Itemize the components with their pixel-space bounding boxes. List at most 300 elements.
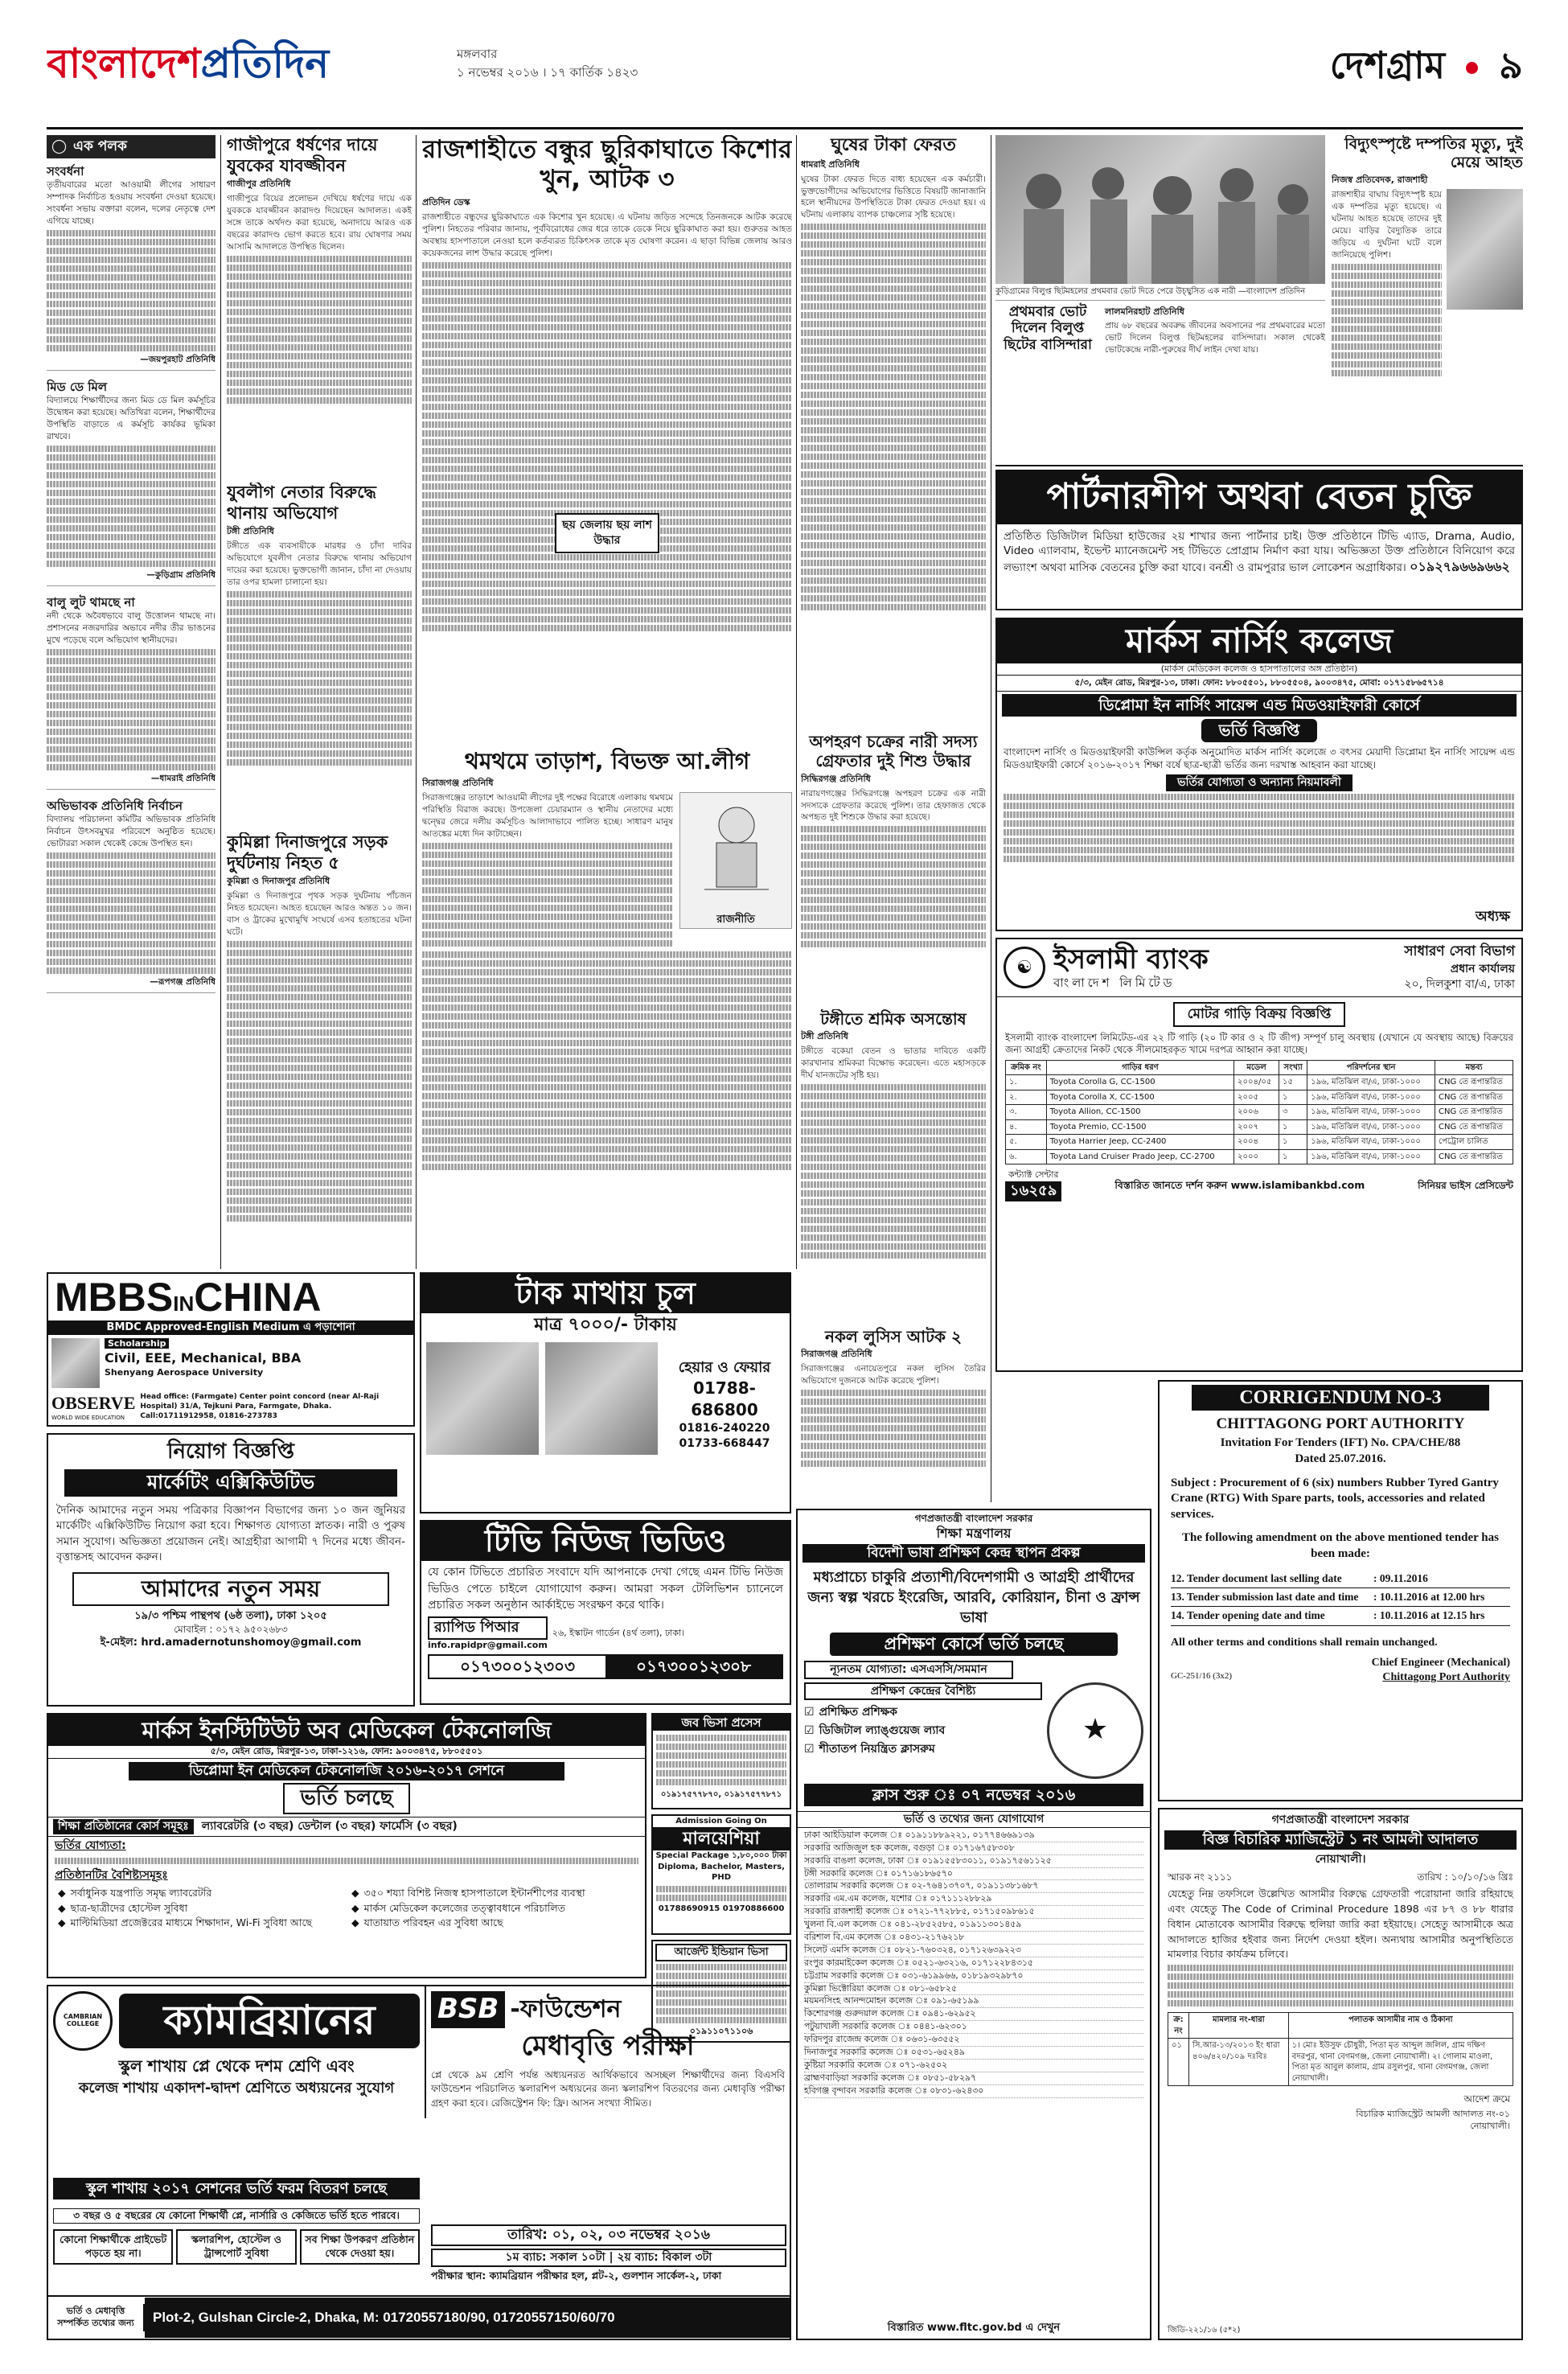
courses-label: শিক্ষা প্রতিষ্ঠানের কোর্স সমূহঃ: [53, 1819, 194, 1834]
text-lines: [227, 941, 412, 1222]
course-banner: ডিপ্লোমা ইন নার্সিং সায়েন্স এন্ড মিডওয়াইফারী কোর্সে: [1002, 694, 1517, 717]
contact-item: খুলনা বি.এল কলেজ ঃ ০৪১-২৮৫২৫৮৫, ০১৯১১৩০১৪৫৯: [804, 1919, 1143, 1932]
memo-date: তারিখ : ১০/১০/১৬ খ্রিঃ: [1417, 1871, 1513, 1883]
mbbs-course: Civil, EEE, Mechanical, BBA: [105, 1350, 302, 1366]
class-start: ক্লাস শুরু ঃ ০৭ নভেম্বর ২০১৬: [804, 1784, 1143, 1807]
text-lines: [801, 826, 986, 947]
contact-item: তোলারাম সরকারি কলেজ ঃ ০২-৭৬৪১৩৭০৭, ০১৯১১৩৮১৬৮৭: [804, 1880, 1143, 1893]
mbbs-footer: [48, 1391, 413, 1423]
table-cell: ৪.: [1006, 1119, 1047, 1135]
contact-item: ঢাকা আইডিয়াল কলেজ ঃ ০১৯১১৮৮৯২২১, ০১৭৭৪৬৬৯১৩৯: [804, 1830, 1143, 1842]
bsb-venue: পরীক্ষার স্থান: ক্যামব্রিয়ান পরীক্ষার হল, প্লট-২, গুলশান সার্কেল-২, ঢাকা: [431, 2269, 722, 2282]
article-title: প্রথমবার ভোট দিলেন বিলুপ্ত ছিটের বাসিন্দারা: [1004, 303, 1092, 353]
table-cell: ০১: [1168, 2039, 1189, 2086]
memo: স্মারক নং ২১১১: [1168, 1871, 1233, 1883]
photo-caption: কুড়িগ্রামের বিলুপ্ত ছিটমহলের প্রথমবার ভোট দিতে পেরে উচ্ছ্বসিত এক নারী —বাংলাদেশ প্রতিদিন: [995, 284, 1325, 301]
masthead: [47, 32, 1523, 129]
paper-logo: আমাদের নতুন সময়: [72, 1572, 389, 1606]
court-table-wrap: [1160, 2009, 1521, 2089]
programs: Diploma, Bachelor, Masters, PHD: [658, 1862, 785, 1883]
gov: গণপ্রজাতন্ত্রী বাংলাদেশ সরকার: [1271, 1813, 1410, 1826]
victim-photo: [1447, 189, 1523, 310]
red-dot-icon: [1466, 62, 1478, 74]
going: Admission Going On: [675, 1817, 767, 1826]
bsb-date: তারিখ: ০১, ০২, ০৩ নভেম্বর ২০১৬: [431, 2224, 786, 2246]
phone[interactable]: 01816-240220: [679, 1422, 770, 1435]
article-body: কুমিল্লা ও দিনাজপুরে পৃথক সড়ক দুর্ঘটনায় পাঁচজন নিহত হয়েছেন। আহত হয়েছেন আরও অন্তত ১০ জন। বাস ও ট্রাকের মুখোমুখি সংঘর্ষে এসব হতাহতের ঘটনা ঘটে।: [227, 891, 412, 937]
feature-item: [804, 1722, 1042, 1740]
item-body: বিদ্যালয়ে শিক্ষার্থীদের জন্য মিড ডে মিল কর্মসূচির উদ্বোধন করা হয়েছে। অতিথিরা বলেন, শিক্ষার্থীদের উপস্থিতি বাড়াতে এ কর্মসূচি কার্যকর ভূমিকা রাখবে।: [47, 396, 215, 442]
crowd-photo-icon: [995, 135, 1325, 284]
article-body: সিরাজগঞ্জের তাড়াশে আওয়ামী লীগের দুই পক্ষের বিরোধে এলাকায় থমথমে পরিস্থিতি বিরাজ করছে। উপজেলা চেয়ারম্যান ও স্থানীয় নেতাদের মধ্যে দ্বন্দ্বের জেরে দলীয় কর্মসূচিও আলাদাভাবে পালিত হচ্ছে। সাধারণ মানুষ আতঙ্কের মধ্যে দিন কাটাচ্ছেন।: [422, 793, 673, 839]
article-tarash: [422, 748, 792, 1267]
table-cell: ১। মোঃ ইউসুফ চৌধুরী, পিতা মৃত আব্দুল জলিল, গ্রাম দক্ষিণ বদরপুর, থানা বেগমগঞ্জ, জেলা নোয়াখালী। ২। গোলাম মাওলা, পিতা মৃত আবুল কালাম, গ্রাম রসুলপুর, থানা বেগমগঞ্জ, জেলা নোয়াখালী।: [1288, 2039, 1513, 2086]
corr-row: [1171, 1607, 1510, 1625]
column-divider: [796, 135, 797, 1269]
inset-box: ছয় জেলায় ছয় লাশ উদ্ধার: [555, 513, 659, 553]
scholarship-badge: Scholarship: [105, 1338, 169, 1349]
eligibility-head: ভর্তির যোগ্যতা ও অন্যান্য নিয়মাবলী: [1166, 774, 1353, 791]
corr-amend: The following amendment on the above mentioned tender has been made:: [1182, 1531, 1499, 1560]
place: নোয়াখালী।: [1315, 1853, 1366, 1867]
tarash-body-row: [422, 792, 792, 949]
masthead-logo: বাংলাদেশপ্রতিদিন: [47, 40, 330, 87]
courses-row: [48, 1817, 645, 1837]
ad-address: ৫/৩, মেইন রোড, মিরপুর-১৩, ঢাকা। ফোন: ৮৮০৫৫০১, ৮৮০৫৫০৪, ৯০০৩৪৭৫, মোবা: ০১৭১৫৮৬৫৭১৪: [997, 676, 1521, 691]
tak-photos: [421, 1337, 790, 1460]
ad-body: দৈনিক আমাদের নতুন সময় পত্রিকার বিজ্ঞাপন বিভাগের জন্য ১০ জন জুনিয়র মার্কেটিং এক্সিকিউটিভ নিয়োগ করা হবে। শিক্ষাগত যোগ্যতা স্নাতক। নারী ও পুরুষ সমান সুযোগ। অভিজ্ঞতা প্রয়োজন নেই। আগ্রহীরা আগামী ৭ দিনের মধ্যে জীবন-বৃত্তান্তসহ আবেদন করুন।: [56, 1503, 405, 1564]
table-cell: ১৯৬, মতিঝিল বা/এ, ঢাকা-১০০০: [1307, 1119, 1435, 1135]
item-body: তৃতীয়বারের মতো আওয়ামী লীগের সাধারণ সম্পাদক নির্বাচিত হওয়ায় সংবর্ধনা দেওয়া হয়েছে। সংবর্ধনা সভায় বক্তারা বলেন, দলের নেতৃত্বে দেশ এগিয়ে যাচ্ছে।: [47, 180, 215, 226]
cambrian-title: ক্যামব্রিয়ানের: [119, 1994, 420, 2048]
bullet-icon: ◆: [351, 1916, 359, 1929]
corr-row: [1171, 1588, 1510, 1607]
contact-item: কিশোরগঞ্জ গুরুদয়াল কলেজ ঃ ০৯৪১-৬২৯৫২: [804, 2008, 1143, 2021]
feature-label: প্রশিক্ষিত প্রশিক্ষক: [819, 1706, 897, 1719]
article-body: রাজশাহীর বাঘায় বিদ্যুৎস্পৃষ্ট হয়ে এক দম্পতির মৃত্যু হয়েছে। এ ঘটনায় আহত হয়েছে তাদের দুই মেয়ে। বাড়ির বৈদ্যুতিক তারে জড়িয়ে এ দুর্ঘটনা ঘটে বলে জানিয়েছে পুলিশ।: [1332, 190, 1442, 260]
ad-tv: [420, 1520, 791, 1705]
notice-title: মোটর গাড়ি বিক্রয় বিজ্ঞপ্তি: [1173, 1002, 1346, 1027]
article-title: যুবলীগ নেতার বিরুদ্ধে থানায় অভিযোগ: [227, 483, 376, 523]
box1: কোনো শিক্ষার্থীকে প্রাইভেট পড়তে হয় না।: [53, 2229, 173, 2265]
phone[interactable]: ০১৭৩০০১২৩০৩: [460, 1657, 575, 1677]
article-lucis: [801, 1327, 986, 1504]
table-header: ক্র: নং: [1168, 2013, 1189, 2039]
phone[interactable]: 01788-686800: [691, 1378, 758, 1420]
contact-center: কন্ট্যাক্ট সেন্টার ১৬২৫৯: [1005, 1169, 1061, 1201]
phone[interactable]: ০১৯১৭৫৭৭৮৭০, ০১৯১৭৫৭৭৮৭১: [660, 1790, 782, 1800]
article-gazipur: [227, 135, 412, 481]
table-cell: ১৯৬, মতিঝিল বা/এ, ঢাকা-১০০০: [1307, 1135, 1435, 1150]
bsb-head: [431, 1991, 785, 2028]
article-body: গাজীপুরে বিয়ের প্রলোভন দেখিয়ে ধর্ষণের দায়ে এক যুবককে যাবজ্জীবন কারাদণ্ড দিয়েছেন আদালত। একই সঙ্গে তাকে অর্থদণ্ড করা হয়েছে, অনাদায়ে আরও এক বছরের কারাদণ্ড ভোগ করতে হবে। রায় ঘোষণার সময় আসামি আদালতে উপস্থিত ছিলেন।: [227, 194, 412, 252]
ek-polok-items: [47, 158, 215, 993]
ad-body: যে কোন টিভিতে প্রচারিত সংবাদে যদি আপনাকে দেখা গেছে এমন টিভি নিউজ ভিডিও পেতে চাইলে যোগাযোগ করুন। আমরা সকল টেলিভিশন চ্যানেলে প্রচারিত সকল অনুষ্ঠান আর্কাইভে সংরক্ষণ করে থাকি।: [428, 1566, 783, 1612]
section-tag: [1330, 40, 1523, 90]
text-lines: [47, 230, 215, 351]
ek-polok-header: ◯ এক পলক: [47, 135, 215, 158]
observe-logo: OBSERVE WORLD WIDE EDUCATION: [51, 1392, 136, 1422]
feature-list: [804, 1703, 1042, 1759]
table-row: [1006, 1105, 1513, 1120]
ad-visa: [651, 1713, 791, 1809]
headline: মধ্যপ্রাচ্যে চাকুরি প্রত্যাশী/বিদেশগামী ও আগ্রহী প্রার্থীদের জন্য স্বল্প খরচে ইংরেজি, আরবি, কোরিয়ান, চীনা ও ফ্রান্স ভাষা: [807, 1568, 1140, 1627]
article-ohoron: [801, 732, 986, 1005]
corr-subject: Subject : Procurement of 6 (six) numbers Rubber Tyred Gantry Crane (RTG) With Spare parts, tools, accessories and related services.: [1171, 1476, 1499, 1521]
bank-footer: [997, 1164, 1521, 1205]
table-cell: ২০০৬: [1234, 1105, 1279, 1120]
text-lines: [801, 1084, 986, 1259]
ad-corrigendum: [1158, 1380, 1523, 1801]
corr-label: 12. Tender document last selling date: [1171, 1572, 1342, 1585]
corr-sign2: Chittagong Port Authority: [1382, 1671, 1510, 1684]
corr-footer: [1160, 1670, 1521, 1686]
gov: গণপ্রজাতন্ত্রী বাংলাদেশ সরকার: [914, 1513, 1033, 1524]
feature-label: ডিজিটাল ল্যাঙ্গুয়েজ ল্যাব: [819, 1724, 946, 1738]
article-title: টঙ্গীতে শ্রমিক অসন্তোষ: [820, 1009, 967, 1029]
corr-value: : 10.11.2016 at 12.00 hrs: [1373, 1591, 1485, 1604]
byline: ধামরাই প্রতিনিধি: [801, 158, 860, 170]
package: Special Package ১,৮০,০০০ টাকা: [655, 1851, 787, 1861]
ad-subtitle: (মার্কস মেডিকেল কলেজ ও হাসপাতালের অঙ্গ প্রতিষ্ঠান): [997, 663, 1521, 676]
item-body: বিদ্যালয় পরিচালনা কমিটির অভিভাবক প্রতিনিধি নির্বাচন উৎসবমুখর পরিবেশে অনুষ্ঠিত হয়েছে। ভোটাররা সকাল থেকেই কেন্দ্রে উপস্থিত হন।: [47, 815, 215, 849]
features-head: প্রতিষ্ঠানটির বৈশিষ্ট্যসমূহঃ: [55, 1868, 168, 1882]
feature-item: [58, 1916, 342, 1930]
bank-name-bn: ইসলামী ব্যাংক: [1053, 943, 1209, 975]
photo-story: [995, 135, 1325, 461]
table-header: পলাতক আসামীর নাম ও ঠিকানা: [1288, 2013, 1513, 2039]
table-cell: Toyota Corolla G, CC-1500: [1046, 1075, 1233, 1090]
contact-item: কুমিল্লা ভিক্টোরিয়া কলেজ ঃ ০৮১-৬৫৮২৫: [804, 1983, 1143, 1996]
feature-item: [804, 1740, 1042, 1759]
shiksha-feature-row: [798, 1682, 1150, 1779]
contact-item: ময়মনসিংহ আনন্দমোহন কলেজ ঃ ০৯১-৬৫১৯৯: [804, 1995, 1143, 2008]
table-header: পরিদর্শনের স্থান: [1307, 1060, 1435, 1075]
line1: স্কুল শাখায় প্লে থেকে দশম শ্রেণি এবং: [118, 2056, 355, 2076]
text-lines: [422, 262, 792, 631]
ad-cambrian: [47, 1985, 791, 2340]
article-body: রাজশাহীতে বন্ধুদের ছুরিকাঘাতে এক কিশোর খুন হয়েছে। এ ঘটনায় জড়িত সন্দেহে তিনজনকে আটক করেছে পুলিশ। নিহতের পরিবার জানায়, পূর্ববিরোধের জের ধরে তাকে ডেকে নিয়ে ছুরিকাঘাত করা হয়। গুরুতর আহত অবস্থায় হাসপাতালে নেওয়া হলে কর্তব্যরত চিকিৎসক তাকে মৃত ঘোষণা করেন। এ ছাড়া বিভিন্ন জেলায় আরও কয়েকজনের লাশ উদ্ধার করেছে পুলিশ।: [422, 212, 792, 258]
notice-body: ইসলামী ব্যাংক বাংলাদেশ লিমিটেড-এর ২২ টি গাড়ি (২০ টি কার ও ২ টি জীপ) সম্পূর্ণ চালু অবস্থায় (যেখানে যে অবস্থায় আছে) বিক্রয়ের জন্য আগ্রহী ক্রেতাদের নিকট থেকে সীলমোহরকৃত খামে দরপত্র আহ্বান করা যাচ্ছে।: [1005, 1031, 1513, 1056]
text-lines: [653, 1886, 790, 1901]
contact-item: সিলেট এমসি কলেজ ঃ ০৮২১-৭৬০৩২৪, ০১৭১২৬৩৯২২৩: [804, 1945, 1143, 1957]
item-title: সংবর্ধনা: [47, 163, 84, 179]
article-juboleague: [227, 483, 412, 828]
feature-list: [48, 1885, 645, 1932]
table-cell: CNG তে রূপান্তরিত: [1435, 1149, 1513, 1164]
table-cell: CNG তে রূপান্তরিত: [1435, 1090, 1513, 1105]
car-table-body: [1006, 1075, 1513, 1164]
contact-item: বরিশাল বি.এম কলেজ ঃ ০৪৩১-২১৭৬২১৮: [804, 1932, 1143, 1945]
table-cell: পেট্রোল চালিত: [1435, 1135, 1513, 1150]
mbbs-row: [48, 1335, 413, 1391]
contact-item: ব্রাহ্মণবাড়িয়া সরকারি কলেজ ঃ ০৮৫১-৫৮২৯৭: [804, 2072, 1143, 2085]
masthead-date: [457, 45, 638, 81]
table-row: [1006, 1119, 1513, 1135]
country: মালয়েশিয়া: [653, 1827, 790, 1851]
bsb-logo: BSB: [431, 1991, 505, 2028]
cambrian-footer: [48, 2295, 790, 2339]
court-table-head: [1168, 2013, 1513, 2039]
corr-sign1: Chief Engineer (Mechanical): [1371, 1656, 1510, 1669]
ad-price: মাত্র ৭০০০/- টাকায়: [534, 1315, 677, 1336]
byline: নিজস্ব প্রতিবেদক, রাজশাহী: [1332, 175, 1428, 186]
text-lines: [227, 256, 412, 404]
courses: ল্যাবরেটরি (৩ বছর) ডেন্টাল (৩ বছর) ফার্মেসি (৩ বছর): [201, 1820, 458, 1834]
table-header: ক্রমিক নং: [1006, 1060, 1047, 1075]
byline: টঙ্গী প্রতিনিধি: [227, 526, 274, 537]
article-title: রাজশাহীতে বন্ধুর ছুরিকাঘাতে কিশোর খুন, আটক ৩: [422, 135, 792, 195]
car-table-head: [1006, 1060, 1513, 1075]
section-title: দেশগ্রাম: [1329, 43, 1446, 87]
table-cell: ১.: [1006, 1075, 1047, 1090]
ek-polok-item: [47, 163, 215, 371]
table-cell: Toyota Allion, CC-1500: [1046, 1105, 1233, 1120]
phone[interactable]: ০১৭৩০০১২৩০৮: [605, 1656, 782, 1678]
table-row: [1006, 1075, 1513, 1090]
table-cell: Toyota Land Cruiser Prado Jeep, CC-2700: [1046, 1149, 1233, 1164]
item-title: বালু লুট থামছে না: [47, 595, 135, 610]
email[interactable]: ই-মেইল: hrd.amadernotunshomoy@gmail.com: [100, 1637, 362, 1649]
cartoon: [679, 792, 792, 929]
feature-item: [58, 1902, 342, 1916]
column-divider: [220, 135, 221, 1269]
table-header: মামলার নং-ধারা: [1188, 2013, 1288, 2039]
feature-label: শীতাতপ নিয়ন্ত্রিত ক্লাসরুম: [819, 1743, 935, 1756]
text-lines: [47, 446, 215, 567]
tv-contact: [421, 1616, 790, 1651]
bank-web[interactable]: বিস্তারিত জানতে দর্শন করুন www.islamibankbd.com: [1114, 1178, 1365, 1191]
bullet-icon: ◆: [58, 1886, 66, 1899]
after-photo: [545, 1342, 658, 1455]
ad-title: টাক মাথায় চুল: [421, 1274, 790, 1313]
article-ghush: [801, 135, 986, 730]
article-body: সিরাজগঞ্জের এনায়েতপুরে নকল লুসিস তৈরির অভিযোগে দুজনকে আটক করেছে পুলিশ।: [801, 1364, 986, 1386]
features: প্রশিক্ষণ কেন্দ্রের বৈশিষ্ট্য ☑ প্রশিক্ষিত প্রশিক্ষক ☑ ডিজিটাল ল্যাঙ্গুয়েজ ল্যাব ☑ শীতাতপ নিয়ন্ত্রিত ক্লাসরুম: [804, 1682, 1042, 1779]
article-body: ঘুষের টাকা ফেরত দিতে বাধ্য হয়েছেন এক কর্মচারী। ভুক্তভোগীদের অভিযোগের ভিত্তিতে বিষয়টি জানাজানি হলে স্থানীয়দের উপস্থিতিতে টাকা ফেরত দেওয়া হয়। এ ঘটনায় এলাকায় ব্যাপক চাঞ্চল্যের সৃষ্টি হয়েছে।: [801, 174, 986, 220]
column-divider: [416, 135, 417, 1269]
text-lines: [47, 852, 215, 974]
item-byline: —রূপগঞ্জ প্রতিনিধি: [150, 977, 215, 988]
bank-signatory: সিনিয়র ভাইস প্রেসিডেন্ট: [1418, 1179, 1513, 1191]
ad-partnership: [995, 470, 1523, 610]
byline: লালমনিরহাট প্রতিনিধি: [1105, 306, 1184, 317]
qualification-head: ভর্তির যোগ্যতা:: [55, 1838, 126, 1852]
table-cell: Toyota Harrier Jeep, CC-2400: [1046, 1135, 1233, 1150]
mbbs-sub: BMDC Approved-English Medium এ পড়াশোনা: [48, 1320, 413, 1335]
table-cell: ২.: [1006, 1090, 1047, 1105]
ek-polok-item: [47, 379, 215, 586]
text-lines: [227, 591, 412, 766]
ad-body: বাংলাদেশ নার্সিং ও মিডওয়াইফারী কাউন্সিল কর্তৃক অনুমোদিত মার্কস নার্সিং কলেজে ৩ বৎসর মেয়াদী ডিপ্লোমা ইন নার্সিং সায়েন্স এন্ড মিডওয়াইফারী কোর্সে ২০১৬-২০১৭ শিক্ষা বর্ষে ছাত্র-ছাত্রী ভর্তির জন্য দরখাস্ত আহবান করা যাচ্ছে।: [1004, 746, 1515, 771]
court-table: [1168, 2012, 1513, 2086]
table-cell: CNG তে রূপান্তরিত: [1435, 1119, 1513, 1135]
contact-item: টঙ্গী সরকারি কলেজ ঃ ০১৭১৬১৮৬৫৭০: [804, 1868, 1143, 1881]
feature-label: মার্কস মেডিকেল কলেজের তত্ত্বাবধানে পরিচালিত: [363, 1901, 566, 1914]
contact-list: [798, 1828, 1150, 2100]
bank-name: [1053, 945, 1404, 992]
admission-banner: প্রশিক্ষণ কোর্সে ভর্তি চলছে: [830, 1633, 1118, 1655]
box3: সব শিক্ষা উপকরণ প্রতিষ্ঠান থেকে দেওয়া হয়।: [300, 2229, 420, 2265]
mbbs-title: MBBSINCHINA: [55, 1275, 322, 1320]
table-cell: Toyota Premio, CC-1500: [1046, 1119, 1233, 1135]
article-title: কুমিল্লা দিনাজপুরে সড়ক দুর্ঘটনায় নিহত ৫: [227, 832, 388, 873]
notice-title-wrap: [997, 1002, 1521, 1027]
bullet-icon: ◆: [351, 1901, 359, 1914]
weekday: মঙ্গলবার: [457, 47, 498, 61]
bsb-batch: ১ম ব্যাচ: সকাল ১০টা | ২য় ব্যাচ: বিকাল ৩টা: [431, 2249, 786, 2267]
bank-logo-icon: ☯: [1004, 947, 1045, 988]
cambrian-address: Plot-2, Gulshan Circle-2, Dhaka, M: 01720557180/90, 01720557150/60/70: [145, 2298, 790, 2339]
feature-item: [804, 1703, 1042, 1722]
table-cell: ২০০৪/০৫: [1234, 1075, 1279, 1090]
table-cell: ১৯৬, মতিঝিল বা/এ, ঢাকা-১০০০: [1307, 1149, 1435, 1164]
bottom-left: ভর্তি ও মেধাবৃত্তি সম্পর্কিত তথ্যের জন্য: [48, 2304, 145, 2331]
line4: ৩ বছর ও ৫ বছরের যে কোনো শিক্ষার্থী প্লে, নার্সারি ও কেজিতে ভর্তি হতে পারবে।: [53, 2208, 420, 2224]
article-comilla: [227, 832, 412, 1267]
ad-title: নিয়োগ বিজ্ঞপ্তি: [167, 1440, 294, 1464]
article-title: ঘুষের টাকা ফেরত: [831, 135, 956, 155]
court: বিজ্ঞ বিচারিক ম্যাজিস্ট্রেট ১ নং আমলী আদালত: [1164, 1830, 1517, 1850]
contact-item: পটুয়াখালী সরকারি কলেজ ঃ ০৪৪১-৬২৩০১: [804, 2021, 1143, 2034]
phone-number[interactable]: ০১৯২৭৯৬৬৯৬৬২: [1410, 559, 1510, 575]
contact-head: ভর্তি ও তথ্যের জন্য যোগাযোগ: [798, 1811, 1150, 1828]
bsb-block: [426, 1986, 790, 2118]
contact-item: সরকারি বাঙলা কলেজ, ঢাকা ঃ ০১৯১৫৫৮৩০১১, ০১৯১৭৫৬১১২৫: [804, 1855, 1143, 1868]
bullet-icon: ◆: [58, 1901, 66, 1914]
feature-item: [351, 1902, 635, 1916]
table-cell: ১: [1279, 1135, 1307, 1150]
court-table-row: [1168, 2039, 1513, 2086]
ad-court: [1158, 1808, 1523, 2340]
table-cell: Toyota Corolla X, CC-1500: [1046, 1090, 1233, 1105]
article-tongi: [801, 1009, 986, 1327]
check-icon: ☑: [804, 1724, 815, 1738]
byline: সিরাজগঞ্জ প্রতিনিধি: [422, 778, 494, 789]
ad-shiksha: [796, 1509, 1151, 2340]
mbbs-univ: Shenyang Aerospace University: [105, 1366, 264, 1378]
contact-item: সরকারি রাজশাহী কলেজ ঃ ০৭২১-৭৭২৮৮৫, ০১৭১৫০৯৮৬১৫: [804, 1906, 1143, 1919]
ad-title: মার্কস ইনস্টিটিউট অব মেডিকেল টেকনোলজি: [48, 1715, 645, 1746]
qualification: ন্যূনতম যোগ্যতা: এসএসসি/সমমান: [804, 1661, 1013, 1679]
table-cell: ৩: [1279, 1105, 1307, 1120]
table-cell: ১৯৬, মতিঝিল বা/এ, ঢাকা-১০০০: [1307, 1090, 1435, 1105]
ad-title: মার্কস নার্সিং কলেজ: [997, 619, 1521, 663]
contact-item: সরকারি এম.এম কলেজ, যশোর ঃ ০১৭১১১২৮৮২৯: [804, 1893, 1143, 1906]
contact-item: সরকারি আজিজুল হক কলেজ, বগুড়া ঃ ০১৭১৬৭৫৮৩০৮: [804, 1842, 1143, 1855]
byline: প্রতিদিন ডেস্ক: [422, 197, 470, 208]
mbbs-address: Head office: (Farmgate) Center point concord (near Al-Raji Hospital) 31/A, Tejkuni Para, Farmgate, Dhaka. Call:01711912958, 01816-273783: [140, 1392, 380, 1421]
memo-row: [1160, 1867, 1521, 1887]
article-title: গাজীপুরে ধর্ষণের দায়ে যুবকের যাবজ্জীবন: [227, 135, 378, 175]
contact-item: রংপুর কারমাইকেল কলেজ ঃ ০৫২১-৬৩২১৬, ০১৭১২২৮৪৩১৫: [804, 1957, 1143, 1970]
feature-item: [58, 1887, 342, 1900]
corr-title: CORRIGENDUM NO-3: [1192, 1385, 1489, 1411]
masthead-rule: [47, 127, 1523, 129]
article-body: টঙ্গীতে এক ব্যবসায়ীকে মারধর ও চাঁদা দাবির অভিযোগে যুবলীগ নেতার বিরুদ্ধে থানায় অভিযোগ দায়ের করা হয়েছে। ভুক্তভোগী জানান, চাঁদা না দেওয়ায় তার ওপর হামলা চালানো হয়।: [227, 541, 412, 587]
cartoon-illustration-icon: [680, 793, 792, 910]
phones[interactable]: 01788690915 01970886600: [658, 1904, 785, 1913]
table-cell: CNG তে রূপান্তরিত: [1435, 1075, 1513, 1090]
feature-label: মাল্টিমিডিয়া প্রজেক্টরের মাধ্যমে শিক্ষাদান, Wi-Fi সুবিধা আছে: [70, 1916, 313, 1929]
bsb-body: প্লে থেকে ৯ম শ্রেণি পর্যন্ত অধ্যয়নরত আর্থিকভাবে অসচ্ছল শিক্ষার্থীদের জন্য বিএসবি ফাউন্ডেশন পরিচালিত স্কলারশিপ অধ্যয়নের জন্য স্কলারশিপ বিতরণের জন্য মেধাবৃত্তি পরীক্ষা গ্রহণ করা হবে। রেজিস্ট্রেশন ফি: ফ্রি। আসন সংখ্যা সীমিত।: [431, 2068, 785, 2109]
table-header: মন্তব্য: [1435, 1060, 1513, 1075]
ad-mbbs: [47, 1272, 415, 1427]
ad-malaysia: [651, 1814, 791, 1935]
text-lines: [997, 794, 1521, 862]
cambrian-head: [48, 1986, 425, 2056]
address: ৫/৩, মেইন রোড, মিরপুর-১৩, ঢাকা-১২১৬, ফোন: ৯০০৩৪৭৫, ৮৮০৫৫০১: [48, 1746, 645, 1759]
biddut-row: [1332, 189, 1523, 378]
item-byline: —ধামরাই প্রতিনিধি: [150, 774, 215, 783]
photo-story-row: [995, 304, 1325, 357]
table-cell: ২০০০: [1234, 1149, 1279, 1164]
contact-item: দিনাজপুর সরকারি কলেজ ঃ ০৫৩১-৬৫২৪৯: [804, 2047, 1143, 2060]
text-lines: [1332, 264, 1442, 376]
text-lines: [47, 649, 215, 770]
ad-title: টিভি নিউজ ভিডিও: [421, 1522, 790, 1561]
contact-item: হবিগঞ্জ বৃন্দাবন সরকারি কলেজ ঃ ০৮৩১-৬২৪৩০: [804, 2085, 1143, 2098]
cambrian-top: [48, 1986, 790, 2118]
item-body: নদী থেকে অবৈধভাবে বালু উত্তোলন থামছে না। প্রশাসনের নজরদারির অভাবে নদীর তীর ভাঙনের মুখে পড়েছে বলে অভিযোগ স্থানীয়দের।: [47, 611, 215, 646]
corr-other: All other terms and conditions shall remain unchanged.: [1171, 1636, 1438, 1649]
phone[interactable]: ০১৯১১০৭১১০৬: [689, 2025, 753, 2036]
box2: স্কলারশিপ, হোস্টেল ও ট্রান্সপোর্ট সুবিধা: [176, 2229, 296, 2265]
project: বিদেশী ভাষা প্রশিক্ষণ কেন্দ্র স্থাপন প্রকল্প: [802, 1544, 1145, 1563]
text-lines: [48, 1858, 645, 1864]
table-row: [1006, 1090, 1513, 1105]
corr-rows: [1160, 1570, 1521, 1626]
table-cell: ২০০৪: [1234, 1135, 1279, 1150]
court-body: যেহেতু নিম্ন তফসিলে উল্লেখিত আসামীর বিরুদ্ধে গ্রেফতারী পরোয়ানা জারি রহিয়াছে এবং যেহেতু The Code of Criminal Procedure 1898 এর ৮৭ ও ৮৮ ধারার বিধান মোতাবেক আসামীর বিরুদ্ধে হুলিয়া জারি করা হইয়াছে। সেহেতু আসামীকে অত্র আদালতে হাজির হইবার জন্য নির্দেশ দেওয়া হইল। অন্যথায় আসামীর অনুপস্থিতিতে মামলার বিচার কার্যক্রম চলিবে।: [1168, 1887, 1513, 1961]
car-table: [1005, 1060, 1513, 1165]
corr-org: CHITTAGONG PORT AUTHORITY: [1216, 1415, 1465, 1433]
admission: ভর্তি চলছে: [283, 1783, 411, 1814]
course-banner: ডিপ্লোমা ইন মেডিকেল টেকনোলজি ২০১৬-২০১৭ সেশনে: [129, 1762, 564, 1780]
table-cell: ১: [1279, 1149, 1307, 1164]
article-title: নকল লুসিস আটক ২: [825, 1327, 962, 1346]
before-photo: [426, 1342, 539, 1455]
byline: গাজীপুর প্রতিনিধি: [227, 179, 291, 190]
article-title: অপহরণ চক্রের নারী সদস্য গ্রেফতার দুই শিশু উদ্ধার: [809, 732, 978, 771]
feature-item: [351, 1916, 635, 1930]
corr-row: [1171, 1570, 1510, 1588]
court-sign2: বিচারিক ম্যাজিস্ট্রেট আমলী আদালত নং-০১ নোয়াখালী।: [1356, 2109, 1510, 2132]
table-row: [1006, 1149, 1513, 1164]
tv-brand: র‍্যাপিড পিআর info.rapidpr@gmail.com: [428, 1616, 548, 1651]
table-cell: CNG তে রূপান্তরিত: [1435, 1105, 1513, 1120]
check-icon: ☑: [804, 1743, 815, 1756]
phone[interactable]: 01733-668447: [679, 1437, 770, 1451]
corr-value: : 10.11.2016 at 12.15 hrs: [1373, 1609, 1485, 1622]
contact-item: চট্টগ্রাম সরকারি কলেজ ঃ ০৩১-৬১৯৯৬৬, ০১৮১৯৩২৯৮৭০: [804, 1970, 1143, 1983]
contact-item: ফরিদপুর রাজেন্দ্র কলেজ ঃ ০৬৩১-৬৩৫৫২: [804, 2034, 1143, 2047]
hotline[interactable]: ১৬২৫৯: [1005, 1181, 1061, 1201]
text-lines: [1160, 1965, 1521, 2006]
table-cell: ৩.: [1006, 1105, 1047, 1120]
shiksha-footer[interactable]: বিস্তারিত www.fltc.gov.bd এ দেখুন: [887, 2322, 1061, 2335]
corr-code: GC-251/16 (3x2): [1171, 1671, 1233, 1682]
text-lines: [422, 951, 792, 1170]
corr-value: : 09.11.2016: [1373, 1572, 1428, 1585]
bsb-title-b: মেধাবৃত্তি পরীক্ষা: [521, 2029, 695, 2062]
table-cell: ১৯৬, মতিঝিল বা/এ, ঢাকা-১০০০: [1307, 1105, 1435, 1120]
bullet-icon: ◆: [351, 1886, 359, 1899]
rule: [995, 465, 1523, 466]
student-photo: [51, 1338, 100, 1388]
cambrian-boxes: [53, 2229, 420, 2265]
ad-tak: [420, 1272, 791, 1514]
